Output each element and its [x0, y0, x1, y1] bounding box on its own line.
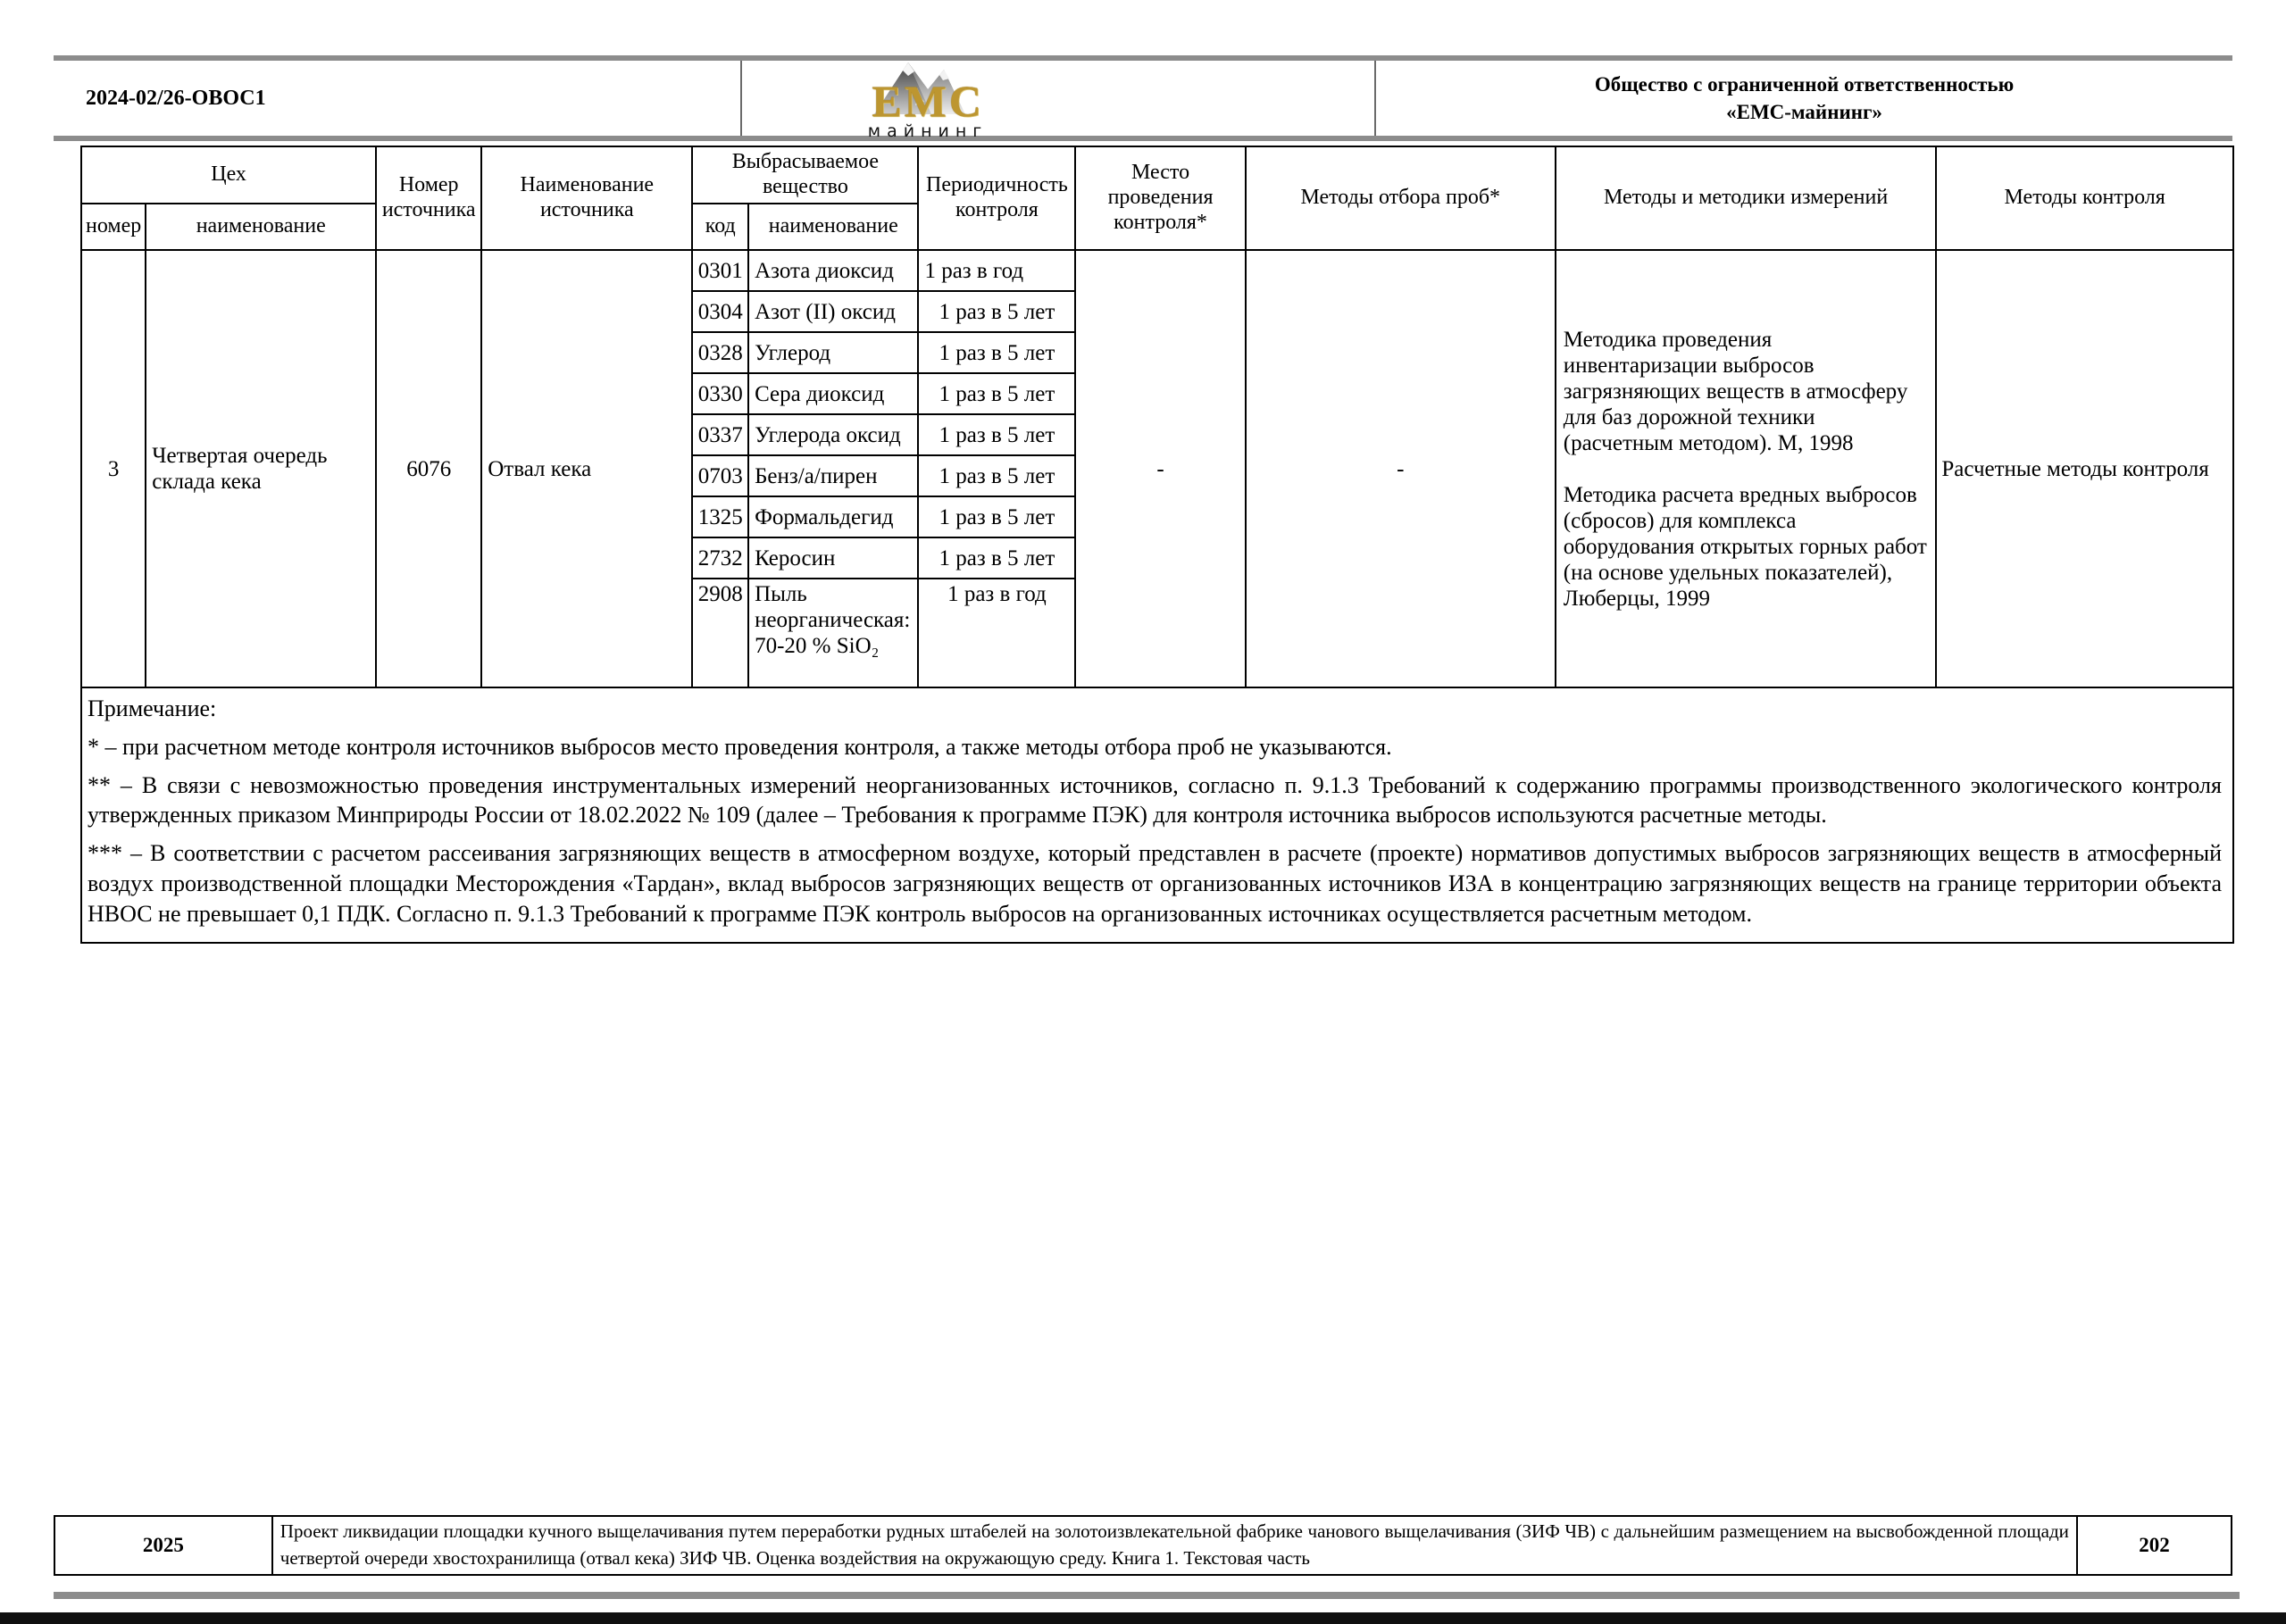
- footer-page-number: 202: [2077, 1516, 2232, 1575]
- logo-subtext: майнинг: [867, 121, 989, 141]
- substance-code: 0703: [692, 455, 748, 496]
- tseh-num-cell: 3: [81, 250, 146, 687]
- page-bottom-edge: [0, 1612, 2286, 1624]
- doc-number: 2024-02/26-ОВОС1: [54, 61, 742, 136]
- footer-year: 2025: [54, 1516, 272, 1575]
- company-line2: «ЕМС-майнинг»: [1726, 101, 1882, 123]
- substance-frequency: 1 раз в 5 лет: [918, 496, 1075, 537]
- substance-name: Сера диоксид: [748, 373, 918, 414]
- note-item: * – при расчетном методе контроля источников выбросов место проведения контроля, а также методы отбора проб не указываются.: [88, 733, 1392, 760]
- company-name-cell: [1376, 61, 2232, 136]
- substance-code: 2732: [692, 537, 748, 579]
- col-header-measurement: Методы и методики измерений: [1556, 146, 1937, 250]
- substance-frequency: 1 раз в 5 лет: [918, 373, 1075, 414]
- col-header-substance: Выбрасываемое вещество: [692, 146, 918, 204]
- document-footer: [54, 1515, 2232, 1576]
- substance-frequency: 1 раз в 5 лет: [918, 537, 1075, 579]
- source-num-cell: 6076: [376, 250, 481, 687]
- substance-name: Бенз/а/пирен: [748, 455, 918, 496]
- col-header-tseh: Цех: [81, 146, 376, 204]
- footer-description: Проект ликвидации площадки кучного выщелачивания путем переработки рудных штабелей на золотоизвлекательной фабрике чанового выщелачивания (ЗИФ ЧВ) с дальнейшим размещением на высвобожденной площади четвертой очереди хвостохранилища (отвал кека) ЗИФ ЧВ. Оценка воздействия на окружающую среду. Книга 1. Текстовая часть: [272, 1516, 2077, 1575]
- col-header-tseh-name: наименование: [146, 204, 376, 250]
- measurement-methods-cell: [1556, 250, 1937, 687]
- sampling-cell: -: [1246, 250, 1556, 687]
- substance-name: Углерод: [748, 332, 918, 373]
- col-header-place: Место проведения контроля*: [1075, 146, 1245, 250]
- substance-code: 0330: [692, 373, 748, 414]
- substance-code: 2908: [692, 579, 748, 687]
- col-header-control: Методы контроля: [1936, 146, 2233, 250]
- note-item: *** – В соответствии с расчетом рассеивания загрязняющих веществ в атмосферном воздухе, который представлен в расчете (проекте) нормативов допустимых выбросов загрязняющих веществ в атмосферный воздух производственной площадки Месторождения «Тардан», вклад выбросов загрязняющих веществ от организованных источников ИЗА в концентрацию загрязняющих веществ на границе территории объекта НВОС не превышает 0,1 ПДК. Согласно п. 9.1.3 Требований к программе ПЭК контроль выбросов на организованных источниках осуществляется расчетным методом.: [88, 840, 2222, 927]
- emc-logo: [847, 58, 1008, 141]
- logo-text: ЕМС: [872, 76, 984, 126]
- col-header-substance-name: наименование: [748, 204, 918, 250]
- col-header-substance-code: код: [692, 204, 748, 250]
- col-header-sampling: Методы отбора проб*: [1246, 146, 1556, 250]
- table-row: [81, 250, 2233, 291]
- substance-name: Пыль неорганическая: 70-20 % SiO₂: [748, 579, 918, 687]
- substance-name: Азота диоксид: [748, 250, 918, 291]
- emissions-control-table: [80, 146, 2234, 944]
- company-line1: Общество с ограниченной ответственностью: [1594, 72, 2015, 96]
- notes-title: Примечание:: [88, 695, 217, 721]
- substance-code: 0304: [692, 291, 748, 332]
- measurement-method-1: Методика проведения инвентаризации выбросов загрязняющих веществ в атмосферу для баз дорожной техники (расчетным методом). М, 1998: [1563, 327, 1908, 455]
- measurement-method-2: Методика расчета вредных выбросов (сбросов) для комплекса оборудования открытых горных работ (на основе удельных показателей), Люберцы, 1999: [1563, 482, 1927, 611]
- substance-frequency: 1 раз в 5 лет: [918, 332, 1075, 373]
- substance-code: 0328: [692, 332, 748, 373]
- col-header-source-num: Номер источника: [376, 146, 481, 250]
- substance-frequency: 1 раз в 5 лет: [918, 291, 1075, 332]
- substance-code: 0301: [692, 250, 748, 291]
- substance-name: Углерода оксид: [748, 414, 918, 455]
- document-header: [54, 55, 2232, 141]
- substance-frequency: 1 раз в год: [918, 250, 1075, 291]
- col-header-frequency: Периодичность контроля: [918, 146, 1075, 250]
- control-methods-cell: Расчетные методы контроля: [1936, 250, 2233, 687]
- notes-section: [81, 687, 2233, 943]
- substance-frequency: 1 раз в 5 лет: [918, 414, 1075, 455]
- note-item: ** – В связи с невозможностью проведения инструментальных измерений неорганизованных источников, согласно п. 9.1.3 Требований к содержанию программы производственного экологического контроля утвержденных приказом Минприроды России от 18.02.2022 № 109 (далее – Требования к программе ПЭК) для контроля источника выбросов используются расчетные методы.: [88, 771, 2222, 829]
- substance-code: 0337: [692, 414, 748, 455]
- col-header-tseh-num: номер: [81, 204, 146, 250]
- tseh-name-cell: Четвертая очередь склада кека: [146, 250, 376, 687]
- substance-name: Керосин: [748, 537, 918, 579]
- substance-frequency: 1 раз в 5 лет: [918, 455, 1075, 496]
- substance-frequency: 1 раз в год: [918, 579, 1075, 687]
- substance-name: Азот (II) оксид: [748, 291, 918, 332]
- company-name: [1595, 71, 2014, 126]
- col-header-source-name: Наименование источника: [481, 146, 692, 250]
- source-name-cell: Отвал кека: [481, 250, 692, 687]
- logo-cell: [742, 61, 1376, 141]
- substance-name: Формальдегид: [748, 496, 918, 537]
- footer-divider: [54, 1592, 2240, 1599]
- place-cell: -: [1075, 250, 1245, 687]
- substance-code: 1325: [692, 496, 748, 537]
